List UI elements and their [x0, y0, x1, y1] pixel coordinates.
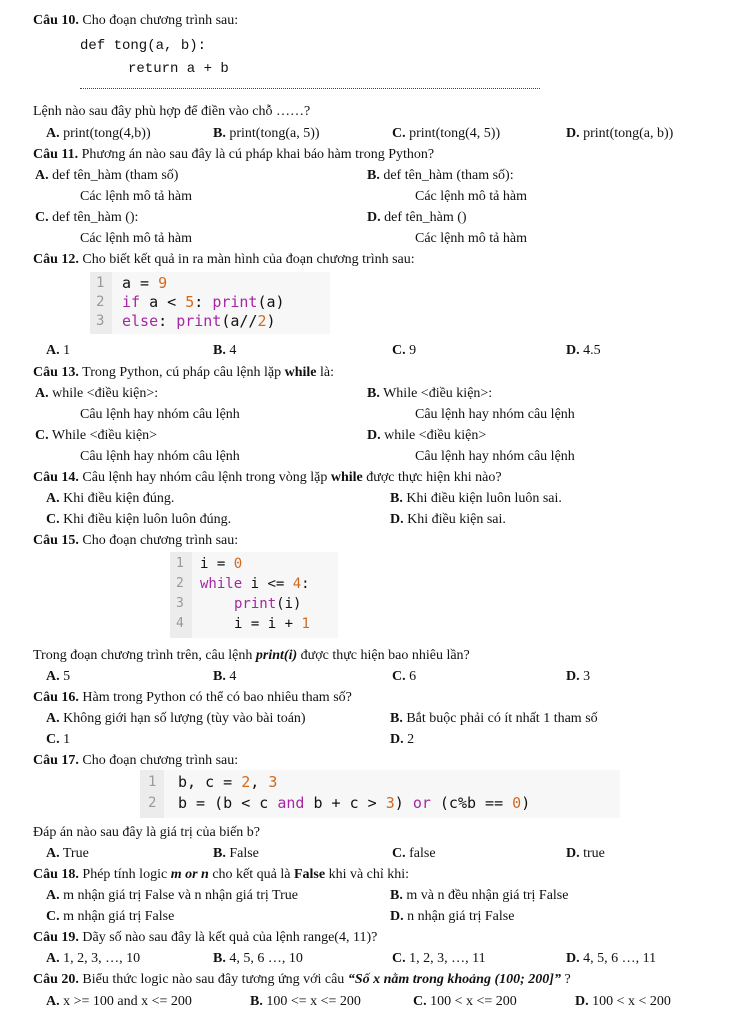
q18-heading: Câu 18. Phép tính logic m or n cho kết quả là False khi và chỉ khi:	[33, 867, 410, 882]
q12-code-line: if a < 5: print(a)	[122, 293, 285, 311]
q15-code-line: i = i + 1	[234, 616, 310, 632]
q14-option-b[interactable]: B. Khi điều kiện luôn luôn sai.	[390, 491, 562, 506]
q11-option-b[interactable]: B. def tên_hàm (tham số):	[367, 168, 514, 183]
q14-option-a[interactable]: A. Khi điều kiện đúng.	[46, 491, 175, 506]
q14-heading: Câu 14. Câu lệnh hay nhóm câu lệnh trong vòng lặp while được thực hiện khi nào?	[33, 470, 502, 485]
q11-option-c[interactable]: C. def tên_hàm ():	[35, 210, 139, 225]
q19-option-c[interactable]: C. 1, 2, 3, …, 11	[392, 951, 486, 966]
q12-option-d[interactable]: D. 4.5	[566, 343, 601, 358]
q12-code-block	[90, 272, 330, 334]
q15-line-number: 4	[176, 616, 184, 631]
q13-a-body: Câu lệnh hay nhóm câu lệnh	[80, 407, 240, 422]
q18-option-a[interactable]: A. m nhận giá trị False và n nhận giá trị True	[46, 888, 298, 903]
q17-option-d[interactable]: D. true	[566, 846, 605, 861]
q16-option-d[interactable]: D. 2	[390, 732, 415, 747]
q17-code-line: b, c = 2, 3	[178, 773, 278, 791]
q10-option-c[interactable]: C. print(tong(4, 5))	[392, 126, 501, 141]
q10-code-line2: return a + b	[128, 61, 229, 77]
q12-heading: Câu 12. Cho biết kết quả in ra màn hình của đoạn chương trình sau:	[33, 252, 415, 267]
q12-line-number: 2	[96, 294, 105, 310]
q20-option-b[interactable]: B. 100 <= x <= 200	[250, 994, 361, 1009]
q11-d-body: Các lệnh mô tả hàm	[415, 231, 527, 246]
q19-option-a[interactable]: A. 1, 2, 3, …, 10	[46, 951, 141, 966]
q10-prompt: Lệnh nào sau đây phù hợp để điền vào chỗ ……?	[33, 104, 311, 119]
q13-c-body: Câu lệnh hay nhóm câu lệnh	[80, 449, 240, 464]
q15-option-b[interactable]: B. 4	[213, 669, 237, 684]
q15-option-d[interactable]: D. 3	[566, 669, 591, 684]
q17-heading: Câu 17. Cho đoạn chương trình sau:	[33, 753, 239, 768]
q12-option-a[interactable]: A. 1	[46, 343, 71, 358]
q11-option-a[interactable]: A. def tên_hàm (tham số)	[35, 168, 179, 183]
q20-option-d[interactable]: D. 100 < x < 200	[575, 994, 671, 1009]
q15-code-line: i = 0	[200, 556, 243, 572]
q11-c-body: Các lệnh mô tả hàm	[80, 231, 192, 246]
q15-line-number: 3	[176, 596, 184, 611]
q17-code-block	[140, 770, 620, 818]
q12-code-line: a = 9	[122, 274, 168, 292]
q15-option-a[interactable]: A. 5	[46, 669, 71, 684]
q16-option-c[interactable]: C. 1	[46, 732, 71, 747]
q17-option-c[interactable]: C. false	[392, 846, 436, 861]
q20-option-c[interactable]: C. 100 < x <= 200	[413, 994, 517, 1009]
q13-d-body: Câu lệnh hay nhóm câu lệnh	[415, 449, 575, 464]
q13-option-c[interactable]: C. While <điều kiện>	[35, 428, 158, 443]
q12-line-number: 1	[96, 275, 105, 291]
q12-option-c[interactable]: C. 9	[392, 343, 417, 358]
q17-option-b[interactable]: B. False	[213, 846, 259, 861]
q11-b-body: Các lệnh mô tả hàm	[415, 189, 527, 204]
q15-code-line: print(i)	[234, 596, 302, 612]
q10-code-line1: def tong(a, b):	[80, 38, 207, 54]
q15-line-number: 2	[176, 576, 184, 591]
q15-code-block	[170, 552, 338, 638]
q12-line-number: 3	[96, 313, 105, 329]
q11-option-d[interactable]: D. def tên_hàm ()	[367, 210, 467, 225]
q15-prompt: Trong đoạn chương trình trên, câu lệnh print(i) được thực hiện bao nhiêu lần?	[33, 648, 470, 663]
q18-option-d[interactable]: D. n nhận giá trị False	[390, 909, 515, 924]
q13-b-body: Câu lệnh hay nhóm câu lệnh	[415, 407, 575, 422]
q16-option-b[interactable]: B. Bắt buộc phải có ít nhất 1 tham số	[390, 711, 598, 726]
q10-option-d[interactable]: D. print(tong(a, b))	[566, 126, 674, 141]
q14-option-d[interactable]: D. Khi điều kiện sai.	[390, 512, 506, 527]
q14-option-c[interactable]: C. Khi điều kiện luôn luôn đúng.	[46, 512, 232, 527]
q15-code-line: while i <= 4:	[200, 576, 310, 592]
q17-code-line: b = (b < c and b + c > 3) or (c%b == 0)	[178, 794, 531, 812]
q13-option-b[interactable]: B. While <điều kiện>:	[367, 386, 493, 401]
q17-option-a[interactable]: A. True	[46, 846, 89, 861]
q13-heading: Câu 13. Trong Python, cú pháp câu lệnh lặp while là:	[33, 365, 335, 380]
q10-option-b[interactable]: B. print(tong(a, 5))	[213, 126, 320, 141]
q16-heading: Câu 16. Hàm trong Python có thể có bao nhiêu tham số?	[33, 690, 352, 705]
q20-heading: Câu 20. Biểu thức logic nào sau đây tương ứng với câu “Số x nằm trong khoảng (100; 200]” ?	[33, 972, 571, 987]
q12-option-b[interactable]: B. 4	[213, 343, 237, 358]
q18-option-c[interactable]: C. m nhận giá trị False	[46, 909, 175, 924]
q10-heading: Câu 10. Cho đoạn chương trình sau:	[33, 13, 239, 28]
q17-line-number: 1	[148, 774, 157, 790]
q17-line-number: 2	[148, 795, 157, 811]
q10-blank-line	[80, 82, 540, 89]
q11-heading: Câu 11. Phương án nào sau đây là cú pháp khai báo hàm trong Python?	[33, 147, 435, 162]
q19-option-d[interactable]: D. 4, 5, 6 …, 11	[566, 951, 657, 966]
q15-option-c[interactable]: C. 6	[392, 669, 417, 684]
q19-heading: Câu 19. Dãy số nào sau đây là kết quả của lệnh range(4, 11)?	[33, 930, 378, 945]
q20-option-a[interactable]: A. x >= 100 and x <= 200	[46, 994, 192, 1009]
q12-code-line: else: print(a//2)	[122, 312, 276, 330]
q16-option-a[interactable]: A. Không giới hạn số lượng (tùy vào bài toán)	[46, 711, 306, 726]
q18-option-b[interactable]: B. m và n đều nhận giá trị False	[390, 888, 569, 903]
q19-option-b[interactable]: B. 4, 5, 6 …, 10	[213, 951, 303, 966]
q13-option-a[interactable]: A. while <điều kiện>:	[35, 386, 159, 401]
q13-option-d[interactable]: D. while <điều kiện>	[367, 428, 487, 443]
q10-option-a[interactable]: A. print(tong(4,b))	[46, 126, 151, 141]
q15-line-number: 1	[176, 556, 184, 571]
q11-a-body: Các lệnh mô tả hàm	[80, 189, 192, 204]
q17-prompt: Đáp án nào sau đây là giá trị của biến b?	[33, 825, 261, 840]
q15-heading: Câu 15. Cho đoạn chương trình sau:	[33, 533, 239, 548]
